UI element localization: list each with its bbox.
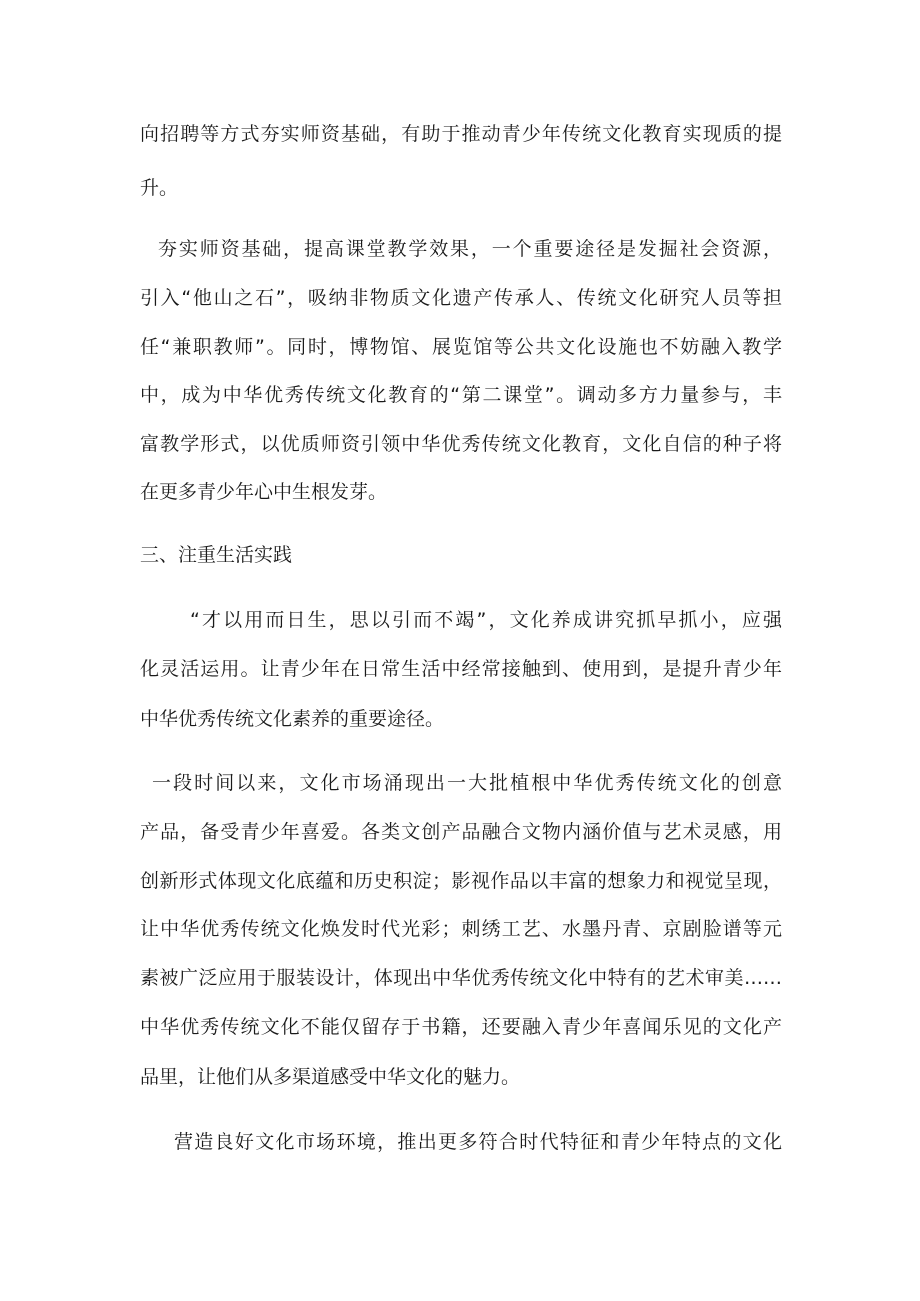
paragraph-2-line-4: 中，成为中华优秀传统文化教育的“第二课堂”。调动多方力量参与，丰 (140, 384, 782, 406)
paragraph-2-line-5: 富教学形式，以优质师资引领中华优秀传统文化教育，文化自信的种子将 (140, 433, 782, 455)
paragraph-1-line-2: 升。 (140, 177, 179, 199)
paragraph-3-line-1: “才以用而日生，思以引而不竭”，文化养成讲究抓早抓小，应强 (190, 609, 782, 631)
paragraph-2-line-6: 在更多青少年心中生根发芽。 (140, 481, 388, 503)
paragraph-4-line-1: 一段时间以来，文化市场涌现出一大批植根中华优秀传统文化的创意 (152, 772, 782, 794)
paragraph-1-line-1: 向招聘等方式夯实师资基础，有助于推动青少年传统文化教育实现质的提 (140, 123, 782, 145)
paragraph-5-line-1: 营造良好文化市场环境，推出更多符合时代特征和青少年特点的文化 (174, 1131, 782, 1153)
paragraph-4-line-2: 产品，备受青少年喜爱。各类文创产品融合文物内涵价值与艺术灵感，用 (140, 821, 782, 843)
paragraph-2-line-3: 任“兼职教师”。同时，博物馆、展览馆等公共文化设施也不妨融入教学 (140, 336, 782, 358)
paragraph-4-line-3: 创新形式体现文化底蕴和历史积淀；影视作品以丰富的想象力和视觉呈现， (140, 870, 782, 892)
paragraph-3-line-3: 中华优秀传统文化素养的重要途径。 (140, 708, 445, 730)
paragraph-4-line-7: 品里，让他们从多渠道感受中华文化的魅力。 (140, 1066, 521, 1088)
paragraph-4-line-6: 中华优秀传统文化不能仅留存于书籍，还要融入青少年喜闻乐见的文化产 (140, 1016, 782, 1038)
section-heading: 三、注重生活实践 (140, 544, 293, 566)
paragraph-2-line-2: 引入“他山之石”，吸纳非物质文化遗产传承人、传统文化研究人员等担 (140, 287, 782, 309)
paragraph-4-line-5: 素被广泛应用于服装设计，体现出中华优秀传统文化中特有的艺术审美…… (140, 967, 782, 989)
paragraph-4-line-4: 让中华优秀传统文化焕发时代光彩；刺绣工艺、水墨丹青、京剧脸谱等元 (140, 918, 782, 940)
paragraph-3-line-2: 化灵活运用。让青少年在日常生活中经常接触到、使用到，是提升青少年 (140, 658, 782, 680)
paragraph-2-line-1: 夯实师资基础，提高课堂教学效果，一个重要途径是发掘社会资源， (158, 238, 782, 260)
